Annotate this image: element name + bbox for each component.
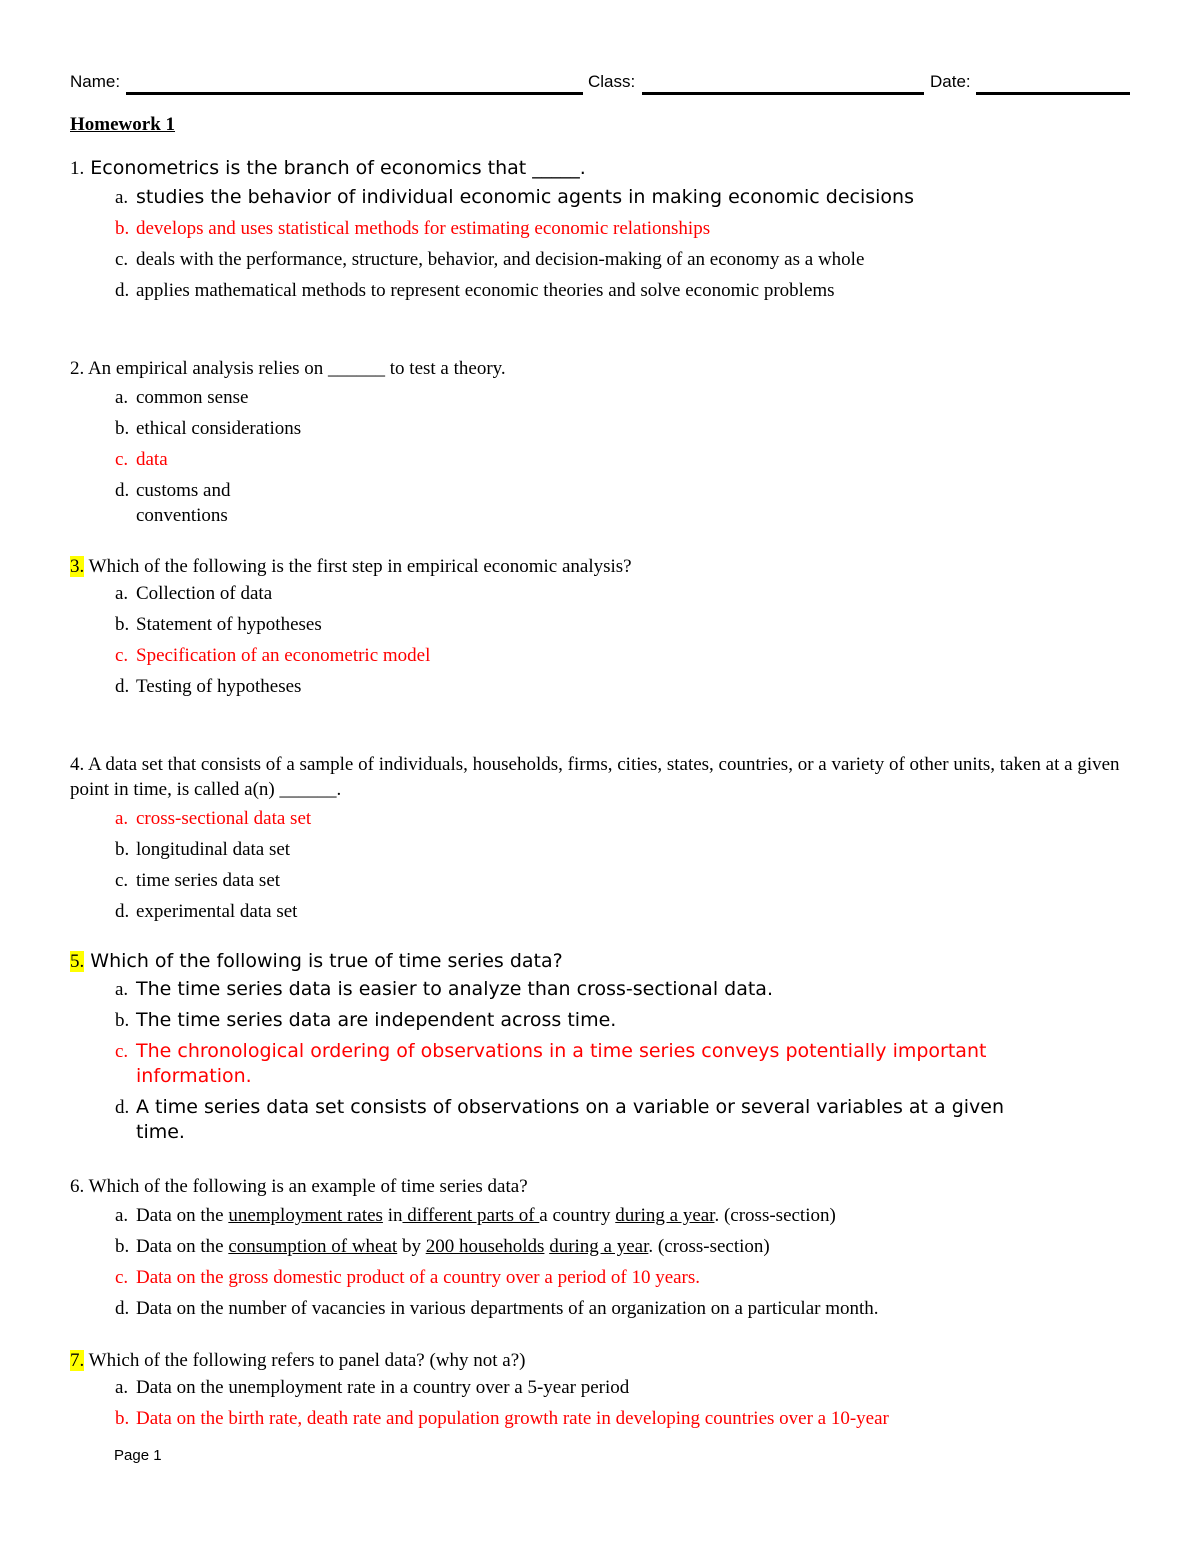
option-text: The time series data is easier to analyze than cross-sectional data.	[136, 978, 773, 1000]
text-run: by	[397, 1236, 426, 1257]
option-text: studies the behavior of individual economic agents in making economic decisions	[136, 186, 914, 208]
option-letter: c.	[115, 1041, 129, 1062]
option-c	[115, 1265, 1140, 1290]
option-letter: b.	[115, 839, 130, 860]
option-letter: d.	[115, 901, 130, 922]
option-text: Data on the gross domestic product of a country over a period of 10 years.	[136, 1267, 701, 1288]
question-text: Which of the following is true of time series data?	[90, 950, 563, 972]
text-run: Data on the	[136, 1205, 229, 1226]
text-run: . (cross-section)	[648, 1236, 770, 1257]
option-letter: c.	[115, 449, 129, 470]
option-text: Testing of hypotheses	[136, 676, 302, 697]
question-number: 6.	[70, 1176, 85, 1197]
option-letter: b.	[115, 418, 130, 439]
date-line	[976, 92, 1130, 95]
option-text	[130, 1234, 1140, 1259]
question-stem	[70, 1348, 1140, 1373]
question-stem	[70, 554, 1140, 579]
text-run: a country	[539, 1205, 616, 1226]
option-c	[115, 868, 1132, 893]
option-a	[115, 385, 1140, 410]
text-run: . (cross-section)	[714, 1205, 836, 1226]
option-letter: d.	[115, 676, 130, 697]
text-run: Data on the	[136, 1236, 229, 1257]
option-c	[115, 247, 1140, 272]
option-a	[115, 185, 915, 210]
option-letter: a.	[115, 1377, 129, 1398]
question-text: Which of the following is an example of time series data?	[88, 1176, 528, 1197]
question-number: 7.	[70, 1350, 85, 1371]
question-2	[70, 356, 1140, 528]
option-text: time series data set	[136, 870, 281, 891]
class-label: Class:	[588, 72, 636, 91]
name-line	[126, 92, 583, 95]
option-text: Collection of data	[136, 583, 273, 604]
option-letter: a.	[115, 979, 129, 1000]
option-letter: a.	[115, 583, 129, 604]
option-letter: c.	[115, 1267, 129, 1288]
question-text: Econometrics is the branch of economics that _____.	[90, 157, 586, 179]
underlined-run: during a year	[549, 1236, 649, 1257]
question-number: 5.	[70, 951, 85, 972]
question-number: 2.	[70, 358, 85, 379]
option-d	[115, 674, 1140, 699]
option-a	[115, 1203, 1140, 1228]
option-d	[115, 899, 1132, 924]
option-b	[115, 216, 1140, 241]
option-text: cross-sectional data set	[136, 808, 312, 829]
option-text: customs and conventions	[136, 480, 231, 526]
question-number: 4.	[70, 754, 85, 775]
option-text: applies mathematical methods to represent economic theories and solve economic problems	[136, 280, 835, 301]
option-text: Data on the number of vacancies in various departments of an organization on a particular month.	[136, 1298, 879, 1319]
question-7	[70, 1348, 1140, 1431]
question-stem	[70, 752, 1132, 802]
option-text: The time series data are independent across time.	[136, 1009, 617, 1031]
option-text: data	[136, 449, 168, 470]
question-text: A data set that consists of a sample of individuals, households, firms, cities, states, countries, or a variety of other units, taken at a given point in time, is called a(n) ______.	[70, 754, 1120, 800]
option-text: develops and uses statistical methods for estimating economic relationships	[136, 218, 711, 239]
option-letter: b.	[115, 218, 130, 239]
option-b	[115, 1406, 1140, 1431]
option-text: Specification of an econometric model	[136, 645, 431, 666]
option-letter: d.	[115, 480, 130, 501]
option-text: Statement of hypotheses	[136, 614, 322, 635]
option-d	[115, 478, 315, 528]
option-text: longitudinal data set	[136, 839, 291, 860]
option-a	[115, 1375, 1140, 1400]
question-number: 1.	[70, 158, 85, 179]
question-6	[70, 1174, 1140, 1321]
option-letter: b.	[115, 1236, 130, 1257]
question-stem	[70, 1174, 1140, 1199]
option-letter: a.	[115, 1205, 129, 1226]
question-stem	[70, 949, 1140, 974]
question-4	[70, 752, 1132, 924]
option-text: ethical considerations	[136, 418, 302, 439]
date-label: Date:	[930, 72, 971, 91]
underlined-run: 200 households	[425, 1236, 545, 1257]
question-text: An empirical analysis relies on ______ to test a theory.	[87, 358, 506, 379]
underlined-run: consumption of wheat	[228, 1236, 398, 1257]
question-text: Which of the following is the first step in empirical economic analysis?	[88, 556, 632, 577]
option-text: common sense	[136, 387, 249, 408]
option-c	[115, 1039, 995, 1089]
class-line	[642, 92, 924, 95]
question-1	[70, 156, 1140, 303]
option-b	[115, 1008, 1140, 1033]
option-letter: a.	[115, 187, 129, 208]
option-text: A time series data set consists of observations on a variable or several variables at a given time.	[136, 1096, 1005, 1143]
underlined-run: different parts of	[402, 1205, 540, 1226]
option-c	[115, 447, 1140, 472]
option-letter: d.	[115, 1298, 130, 1319]
underlined-run: unemployment rates	[228, 1205, 383, 1226]
option-letter: c.	[115, 645, 129, 666]
option-letter: d.	[115, 1097, 130, 1118]
option-text: experimental data set	[136, 901, 298, 922]
text-run: in	[382, 1205, 403, 1226]
option-letter: b.	[115, 1408, 130, 1429]
option-b	[115, 837, 1132, 862]
question-stem	[70, 156, 1140, 181]
name-label: Name:	[70, 72, 121, 91]
option-text	[130, 1203, 1140, 1228]
option-c	[115, 643, 435, 668]
option-a	[115, 581, 1140, 606]
option-letter: a.	[115, 387, 129, 408]
option-d	[115, 278, 1140, 303]
underlined-run: during a year	[615, 1205, 715, 1226]
option-letter: c.	[115, 249, 129, 270]
page-number: Page 1	[114, 1447, 162, 1464]
option-d	[115, 1095, 1015, 1145]
option-b	[115, 416, 1140, 441]
option-letter: d.	[115, 280, 130, 301]
question-text: Which of the following refers to panel data? (why not a?)	[88, 1350, 526, 1371]
question-5	[70, 949, 1140, 1145]
option-text: deals with the performance, structure, behavior, and decision-making of an economy as a whole	[136, 249, 865, 270]
option-b	[115, 1234, 1140, 1259]
page-title: Homework 1	[70, 114, 176, 135]
question-3	[70, 554, 1140, 699]
header-fields	[70, 70, 1132, 96]
option-b	[115, 612, 1140, 637]
option-a	[115, 806, 1132, 831]
option-letter: b.	[115, 1010, 130, 1031]
option-letter: b.	[115, 614, 130, 635]
option-text: The chronological ordering of observations in a time series conveys potentially important information.	[136, 1040, 987, 1087]
question-number: 3.	[70, 556, 85, 577]
option-text: Data on the unemployment rate in a country over a 5-year period	[136, 1377, 630, 1398]
option-text: Data on the birth rate, death rate and population growth rate in developing countries over a 10-year	[136, 1408, 889, 1429]
option-letter: a.	[115, 808, 129, 829]
option-d	[115, 1296, 1140, 1321]
question-stem	[70, 356, 1140, 381]
option-letter: c.	[115, 870, 129, 891]
option-a	[115, 977, 1140, 1002]
